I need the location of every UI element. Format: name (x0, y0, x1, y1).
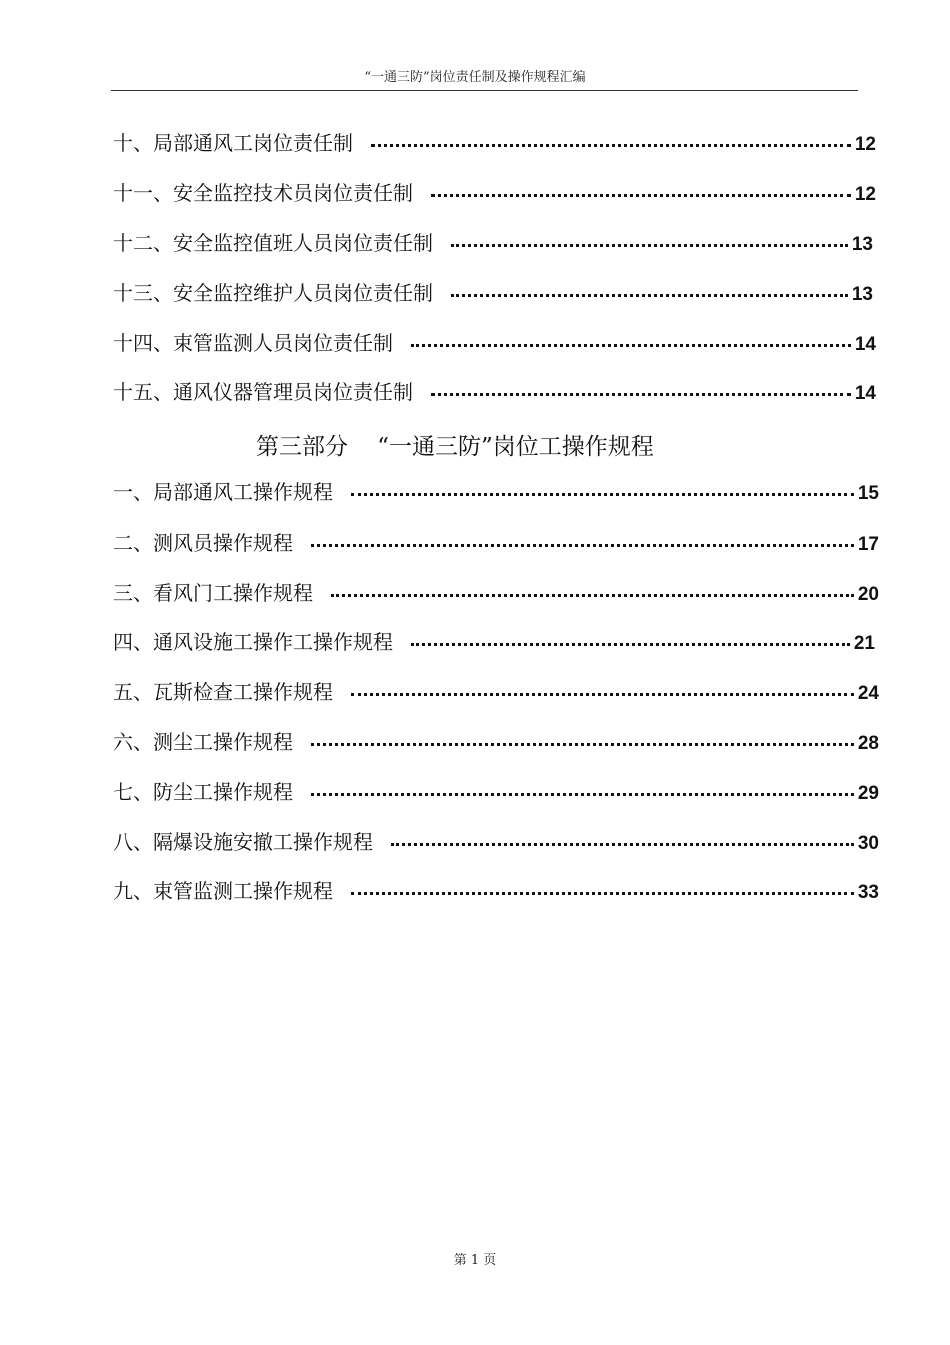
toc-entry-title: 十四、束管监测人员岗位责任制 (113, 331, 393, 355)
toc-entry[interactable] (113, 127, 876, 157)
toc-entry-page: 14 (854, 383, 876, 404)
toc-dot-leader (451, 294, 848, 297)
toc-entry[interactable] (113, 177, 876, 207)
toc-entry-page: 13 (851, 234, 873, 255)
toc-dot-leader (311, 544, 854, 547)
toc-entry-page: 30 (857, 833, 879, 854)
toc-entry[interactable] (113, 376, 876, 406)
toc-entry-page: 15 (857, 483, 879, 504)
toc-entry-title: 五、瓦斯检查工操作规程 (113, 680, 333, 704)
toc-entry-title: 九、束管监测工操作规程 (113, 879, 333, 903)
toc-entry[interactable] (113, 875, 879, 905)
toc-dot-leader (311, 793, 854, 796)
toc-entry-page: 29 (857, 783, 879, 804)
toc-entry-page: 17 (857, 534, 879, 555)
toc-entry-title: 十、局部通风工岗位责任制 (113, 131, 353, 155)
toc-entry[interactable] (113, 577, 879, 607)
toc-entry-page: 14 (854, 334, 876, 355)
running-header: “一通三防”岗位责任制及操作规程汇编 (364, 70, 586, 85)
toc-dot-leader (331, 594, 854, 597)
toc-entry-title: 十三、安全监控维护人员岗位责任制 (113, 281, 433, 305)
toc-entry-title: 十五、通风仪器管理员岗位责任制 (113, 380, 413, 404)
toc-entry-title: 四、通风设施工操作工操作规程 (113, 630, 393, 654)
toc-entry-title: 十一、安全监控技术员岗位责任制 (113, 181, 413, 205)
toc-entry[interactable] (113, 676, 879, 706)
toc-entry-page: 12 (854, 134, 876, 155)
toc-entry-page: 13 (851, 284, 873, 305)
toc-entry[interactable] (113, 626, 875, 656)
toc-entry-title: 六、测尘工操作规程 (113, 730, 293, 754)
toc-dot-leader (411, 643, 850, 646)
toc-entry-title: 二、测风员操作规程 (113, 531, 293, 555)
toc-entry[interactable] (113, 527, 879, 557)
page-number-footer: 第 1 页 (453, 1253, 497, 1268)
toc-entry-title: 七、防尘工操作规程 (113, 780, 293, 804)
toc-entry-page: 28 (857, 733, 879, 754)
toc-dot-leader (351, 493, 854, 496)
toc-entry[interactable] (113, 327, 876, 357)
toc-dot-leader (431, 194, 851, 197)
toc-entry-page: 21 (853, 633, 875, 654)
toc-dot-leader (451, 244, 848, 247)
toc-entry-title: 十二、安全监控值班人员岗位责任制 (113, 231, 433, 255)
toc-entry-title: 八、隔爆设施安撤工操作规程 (113, 830, 373, 854)
toc-entry-page: 24 (857, 683, 879, 704)
part-three-heading: 第三部分 “一通三防”岗位工操作规程 (256, 434, 654, 460)
toc-entry[interactable] (113, 776, 879, 806)
toc-dot-leader (391, 843, 854, 846)
toc-dot-leader (411, 344, 851, 347)
toc-entry-title: 一、局部通风工操作规程 (113, 480, 333, 504)
toc-dot-leader (351, 693, 854, 696)
toc-entry[interactable] (113, 277, 873, 307)
toc-entry[interactable] (113, 726, 879, 756)
toc-dot-leader (431, 393, 851, 396)
toc-entry-page: 12 (854, 184, 876, 205)
toc-dot-leader (371, 144, 851, 147)
toc-dot-leader (311, 743, 854, 746)
toc-entry-title: 三、看风门工操作规程 (113, 581, 313, 605)
toc-entry[interactable] (113, 227, 873, 257)
toc-entry[interactable] (113, 826, 879, 856)
toc-entry-page: 33 (857, 882, 879, 903)
toc-dot-leader (351, 892, 854, 895)
header-divider (111, 90, 858, 91)
toc-entry-page: 20 (857, 584, 879, 605)
toc-entry[interactable] (113, 476, 879, 506)
